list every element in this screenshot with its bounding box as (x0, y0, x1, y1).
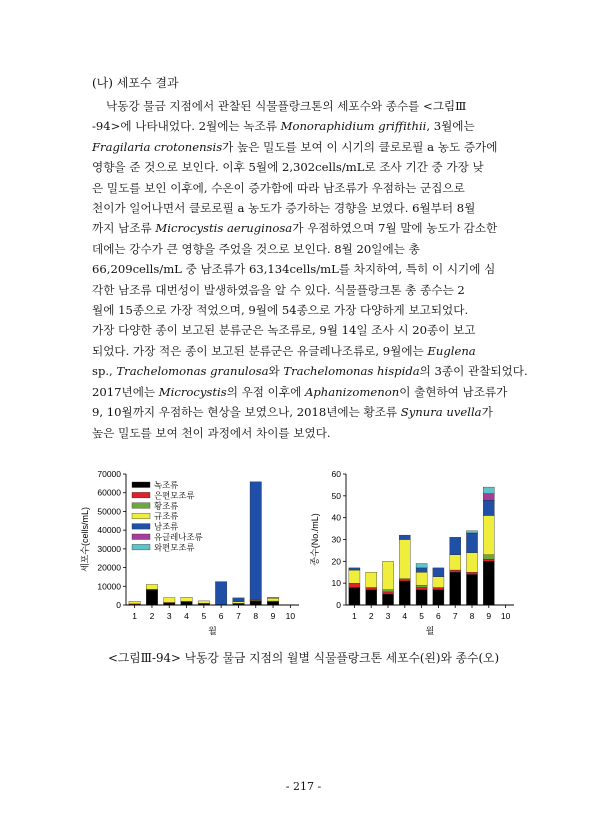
bar-segment (483, 515, 494, 554)
bar-segment (215, 582, 226, 605)
paragraph-line (92, 157, 524, 177)
text-run: 9, 10월까지 우점하는 현상을 보였으나, 2018년에는 황조류 (92, 405, 401, 420)
bar-segment (250, 601, 261, 605)
body-paragraph (92, 96, 528, 443)
bar-segment (267, 598, 278, 599)
bar-segment (250, 482, 261, 600)
text-run: 가장 다양한 종이 보고된 분류군은 녹조류로, 9월 14일 조사 시 20종이 보고 (92, 323, 476, 338)
bar-segment (146, 590, 157, 605)
y-tick-label: 0 (116, 600, 121, 610)
bar-segment (267, 602, 278, 605)
text-run: 각한 남조류 대번성이 발생하였음을 알 수 있다. 식물플랑크톤 총 종수는 2 (92, 282, 465, 297)
bar-segment (382, 594, 393, 605)
bar-segment (382, 590, 393, 592)
text-run: 와 (268, 364, 284, 379)
legend-label: 유글레나조류 (154, 532, 203, 542)
bar-segment (349, 588, 360, 605)
bar-segment (483, 500, 494, 515)
paragraph-line (92, 239, 524, 259)
text-run: sp., (92, 364, 117, 379)
species-name: Trachelomonas hispida (283, 364, 420, 379)
x-tick-label: 4 (402, 611, 408, 621)
bar-segment (349, 568, 360, 570)
bar-segment (483, 559, 494, 561)
paragraph-line (92, 382, 524, 402)
legend-swatch (132, 534, 150, 540)
x-tick-label: 3 (385, 611, 391, 621)
text-run: 의 우점 이후에 (226, 384, 305, 399)
x-axis-title: 월 (425, 626, 435, 636)
legend-swatch (132, 482, 150, 488)
legend-swatch (132, 492, 150, 498)
bar-segment (233, 598, 244, 602)
x-tick-label: 3 (166, 611, 172, 621)
bar-segment (416, 568, 427, 572)
text-run: 영향을 준 것으로 보인다. 이후 5월에 2,302cells/mL로 조사 기간 중 가장 낮 (92, 160, 484, 175)
bar-segment (483, 555, 494, 559)
cell-count-chart (74, 465, 314, 645)
bar-segment (399, 535, 410, 539)
bar-segment (466, 574, 477, 605)
legend-label: 와편모조류 (154, 542, 195, 553)
paragraph-line (92, 137, 524, 157)
y-tick-label: 50 (331, 490, 341, 501)
paragraph-line (92, 361, 528, 381)
y-tick-label: 60000 (97, 487, 121, 498)
x-tick-label: 5 (201, 611, 207, 621)
x-tick-label: 6 (436, 611, 441, 621)
species-name: Aphanizomenon (304, 384, 400, 399)
text-run: 66,209cells/mL 중 남조류가 63,134cells/mL를 차지하여, 특히 이 시기에 심 (92, 262, 496, 277)
bar-segment (416, 572, 427, 585)
bar-segment (181, 602, 192, 605)
bar-segment (433, 568, 444, 577)
x-tick-label: 9 (486, 611, 492, 621)
x-tick-label: 5 (419, 611, 424, 621)
x-tick-label: 6 (218, 611, 224, 621)
bar-segment (466, 572, 477, 574)
paragraph-line (92, 300, 524, 320)
text-run: 이 출현하여 남조류가 (399, 384, 508, 399)
paragraph-line (92, 218, 524, 238)
bar-segment (366, 590, 377, 605)
section-heading: (나) 세포수 결과 (92, 76, 179, 90)
bar-segment (433, 577, 444, 588)
text-run: -94>에 나타내었다. 2월에는 녹조류 (92, 119, 281, 134)
x-tick-label: 1 (132, 611, 138, 621)
paragraph-line (92, 116, 524, 136)
bar-segment (267, 598, 278, 601)
bar-segment (483, 494, 494, 501)
species-name: Synura uvella (400, 405, 482, 420)
y-tick-label: 30 (331, 534, 341, 545)
legend-swatch (132, 513, 150, 519)
bar-segment (416, 585, 427, 587)
legend-swatch (132, 524, 150, 530)
legend-swatch (132, 503, 150, 509)
figure-caption: <그림Ⅲ-94> 낙동강 물금 지점의 월별 식물플랑크톤 세포수(왼)와 종수(오) (107, 651, 500, 665)
x-tick-label: 7 (452, 611, 458, 621)
bar-segment (366, 588, 377, 590)
text-run: 은 밀도를 보인 이후에, 수온이 증가함에 따라 남조류가 우점하는 군집으로 (92, 180, 465, 195)
paragraph-line (92, 178, 524, 198)
x-tick-label: 8 (469, 611, 475, 621)
y-tick-label: 30000 (97, 543, 121, 554)
text-run: 2017년에는 (92, 384, 159, 399)
bar-segment (483, 561, 494, 605)
bar-segment (129, 601, 140, 604)
text-run: 가 (481, 405, 493, 420)
legend-label: 녹조류 (154, 480, 179, 490)
text-run: 데에는 강수가 큰 영향을 주었을 것으로 보인다. 8월 20일에는 총 (92, 241, 420, 256)
y-tick-label: 50000 (97, 506, 121, 517)
x-tick-label: 10 (285, 611, 296, 621)
species-name: Microcystis aeruginosa (155, 221, 293, 236)
bar-segment (433, 588, 444, 590)
legend-label: 규조류 (154, 511, 179, 522)
bar-segment (198, 601, 209, 603)
text-run: 가 높은 밀도를 보여 이 시기의 클로로필 a 농도 증가에 (222, 139, 498, 154)
x-tick-label: 9 (270, 611, 276, 621)
bar-segment (181, 597, 192, 601)
y-tick-label: 60 (331, 469, 341, 479)
bar-segment (366, 572, 377, 587)
species-name: Fragilaria crotonensis (92, 139, 223, 154)
paragraph-line (92, 402, 524, 422)
page-number: - 217 - (285, 780, 322, 793)
text-run: 천이가 일어나면서 클로로필 a 농도가 증가하는 경향을 보였다. 6월부터 8월 (92, 201, 476, 216)
x-tick-label: 2 (149, 611, 155, 621)
y-tick-label: 10 (331, 578, 341, 589)
bar-segment (164, 598, 175, 603)
species-name: Trachelomonas granulosa (116, 364, 269, 379)
text-run: , 3월에는 (426, 119, 475, 134)
bar-segment (466, 531, 477, 533)
bar-segment (450, 555, 461, 570)
bar-segment (450, 572, 461, 605)
x-tick-label: 4 (184, 611, 189, 621)
text-run: 가 우점하였으며 7월 말에 농도가 감소한 (292, 221, 498, 236)
paragraph-line (92, 259, 524, 279)
bar-segment (433, 590, 444, 605)
y-axis-title: 세포수(cells/mL) (80, 506, 90, 573)
bar-segment (483, 487, 494, 494)
text-run: 되었다. 가장 적은 종이 보고된 분류군은 유글레나조류로, 9월에는 (92, 343, 428, 358)
bar-segment (399, 581, 410, 605)
text-run: 의 3종이 관찰되었다. (419, 364, 528, 379)
y-axis-title: 종수(No./mL) (310, 513, 320, 566)
bar-segment (399, 579, 410, 581)
bar-segment (450, 570, 461, 572)
legend-label: 황조류 (154, 500, 179, 511)
paragraph-line (92, 280, 524, 300)
y-tick-label: 20 (331, 556, 341, 567)
bar-segment (450, 537, 461, 554)
bar-segment (349, 583, 360, 587)
x-tick-label: 7 (236, 611, 241, 621)
x-tick-label: 2 (368, 611, 374, 621)
species-name: Microcystis (158, 384, 227, 399)
x-tick-label: 1 (352, 611, 357, 621)
paragraph-line (92, 96, 524, 116)
x-tick-label: 8 (253, 611, 259, 621)
y-tick-label: 20000 (97, 562, 121, 573)
legend-label: 은편모조류 (154, 490, 195, 501)
y-tick-label: 70000 (97, 469, 121, 479)
x-tick-label: 10 (500, 611, 511, 621)
paragraph-line (92, 198, 524, 218)
bar-segment (399, 540, 410, 579)
paragraph-line (92, 341, 524, 361)
species-name: Monoraphidium griffithii (280, 119, 427, 134)
bar-segment (233, 602, 244, 604)
legend-label: 남조류 (154, 521, 179, 532)
y-tick-label: 40000 (97, 525, 121, 536)
text-run: 낙동강 물금 지점에서 관찰된 식물플랑크톤의 세포수와 종수를 <그림Ⅲ (106, 99, 467, 113)
y-tick-label: 10000 (97, 581, 121, 592)
bar-segment (382, 561, 393, 589)
y-tick-label: 0 (336, 600, 341, 610)
bar-segment (416, 588, 427, 590)
paragraph-line (92, 423, 524, 443)
species-name: Euglena (427, 343, 476, 358)
bar-segment (146, 584, 157, 589)
legend-swatch (132, 544, 150, 550)
bar-segment (416, 590, 427, 605)
species-count-chart (306, 465, 526, 645)
bar-segment (349, 570, 360, 583)
bar-segment (466, 533, 477, 553)
text-run: 까지 남조류 (92, 221, 156, 236)
text-run: 높은 밀도를 보여 천이 과정에서 차이를 보였다. (92, 425, 331, 440)
bar-segment (466, 553, 477, 573)
bar-segment (416, 564, 427, 568)
x-axis-title: 월 (208, 626, 217, 636)
y-tick-label: 40 (331, 512, 341, 523)
text-run: 월에 15종으로 가장 적었으며, 9월에 54종으로 가장 다양하게 보고되었다. (92, 303, 469, 318)
paragraph-line (92, 320, 524, 340)
bar-segment (382, 592, 393, 594)
